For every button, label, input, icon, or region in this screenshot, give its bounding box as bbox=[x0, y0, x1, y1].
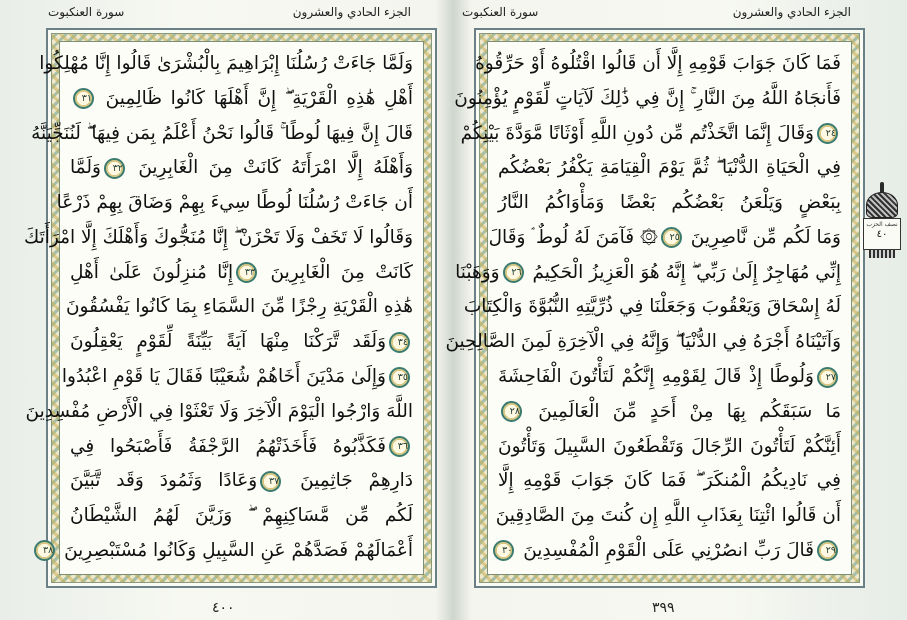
verse-text: وَلَمَّا جَاءَتْ رُسُلُنَا إِبْرَاهِيمَ بِالْبُشْرَىٰ قَالُوا إِنَّا مُهْلِكُوا bbox=[39, 53, 413, 74]
verse-text: وَلُوطًا إِذْ قَالَ لِقَوْمِهِ إِنَّكُمْ لَتَأْتُونَ الْفَاحِشَةَ bbox=[498, 366, 814, 388]
verse-text: إِنِّي مُهَاجِرٌ إِلَىٰ رَبِّي ۖ إِنَّهُ هُوَ الْعَزِيزُ الْحَكِيمُ bbox=[532, 261, 841, 283]
verse-line bbox=[475, 48, 841, 79]
ayah-number-marker: ٣٢ bbox=[104, 158, 125, 179]
left-page-frame bbox=[24, 28, 437, 588]
ayah-number-marker: ٢٦ bbox=[503, 262, 524, 283]
verse-text: فَأَنجَاهُ اللَّهُ مِنَ النَّارِ ۚ إِنَّ فِي ذَٰلِكَ لَآيَاتٍ لِّقَوْمٍ يُؤْمِنُونَ bbox=[454, 87, 841, 109]
marker-label: نصف الحزب bbox=[866, 221, 898, 228]
verse-text: وَلَقَد تَّرَكْنَا مِنْهَا آيَةً بَيِّنَةً لِّقَوْمٍ يَعْقِلُونَ bbox=[70, 331, 386, 353]
left-ornament-border bbox=[24, 33, 432, 583]
verse-line bbox=[498, 431, 841, 462]
left-header-juz: الجزء الحادي والعشرون bbox=[292, 5, 411, 19]
verse-line bbox=[25, 396, 413, 427]
verse-text: مَا سَبَقَكُم بِهَا مِنْ أَحَدٍ مِّنَ الْعَالَمِينَ bbox=[538, 400, 841, 422]
ayah-number-marker: ٣٨ bbox=[34, 540, 55, 561]
ayah-number-marker: ٢٥ bbox=[661, 227, 682, 248]
verse-text: وَقَالَ إِنَّمَا اتَّخَذْتُم مِّن دُونِ اللَّهِ أَوْثَانًا مَّوَدَّةَ بَيْنِكُمْ bbox=[460, 122, 814, 144]
ayah-number-marker: ٣٦ bbox=[389, 436, 410, 457]
marker-foot bbox=[869, 250, 895, 258]
verse-line bbox=[455, 257, 841, 288]
verse-text: وَلَمَّا bbox=[70, 157, 101, 179]
ayah-number-marker: ٣٣ bbox=[236, 262, 257, 283]
verse-text: لَهُ إِسْحَاقَ وَيَعْقُوبَ وَجَعَلْنَا فِي ذُرِّيَّتِهِ النُّبُوَّةَ وَالْكِتَابَ bbox=[463, 296, 841, 318]
right-page-number: ٣٩٩ bbox=[652, 600, 675, 616]
verse-text: أَئِنَّكُمْ لَتَأْتُونَ الرِّجَالَ وَتَقْطَعُونَ السَّبِيلَ وَتَأْتُونَ bbox=[498, 435, 841, 457]
verse-line bbox=[24, 222, 413, 253]
verse-text: فَكَذَّبُوهُ فَأَخَذَتْهُمُ الرَّجْفَةُ فَأَصْبَحُوا فِي bbox=[70, 435, 386, 457]
verse-line bbox=[31, 118, 413, 149]
verse-text: وَإِلَىٰ مَدْيَنَ أَخَاهُمْ شُعَيْبًا فَقَالَ يَا قَوْمِ اعْبُدُوا bbox=[61, 366, 386, 388]
verse-text: دَارِهِمْ جَاثِمِينَ bbox=[300, 470, 414, 492]
verse-line bbox=[70, 83, 413, 114]
verse-text: أَن جَاءَتْ رُسُلُنَا لُوطًا سِيءَ بِهِمْ وَضَاقَ بِهِمْ ذَرْعًا bbox=[56, 192, 413, 214]
verse-text: فَمَا كَانَ جَوَابَ قَوْمِهِ إِلَّا أَن قَالُوا اقْتُلُوهُ أَوْ حَرِّقُوهُ bbox=[475, 53, 841, 74]
verse-line bbox=[460, 118, 841, 149]
verse-text: هَٰذِهِ الْقَرْيَةِ رِجْزًا مِّنَ السَّمَاءِ بِمَا كَانُوا يَفْسُقُونَ bbox=[65, 296, 413, 318]
ayah-number-marker: ٣٤ bbox=[389, 332, 410, 353]
ayah-number-marker: ٣٧ bbox=[260, 471, 281, 492]
verse-text: وَأَهْلَهُ إِلَّا امْرَأَتَهُ كَانَتْ مِنَ الْغَابِرِينَ bbox=[138, 157, 413, 179]
verse-line bbox=[70, 431, 413, 462]
left-page bbox=[0, 0, 453, 620]
verse-text: لَكُم مِّن مَّسَاكِنِهِمْ ۖ وَزَيَّنَ لَهُمُ الشَّيْطَانُ bbox=[70, 505, 413, 527]
verse-text: بِبَعْضٍ وَيَلْعَنُ بَعْضُكُم بَعْضًا وَمَأْوَاكُمُ النَّارُ bbox=[498, 192, 841, 214]
verse-line bbox=[498, 187, 841, 218]
verse-text: وَآتَيْنَاهُ أَجْرَهُ فِي الدُّنْيَا ۖ وَإِنَّهُ فِي الْآخِرَةِ لَمِنَ الصَّالِحِينَ bbox=[445, 331, 841, 353]
left-page-number: ٤٠٠ bbox=[212, 600, 235, 616]
verse-text: كَانَتْ مِنَ الْغَابِرِينَ bbox=[270, 261, 413, 283]
verse-line bbox=[70, 465, 413, 496]
verse-text: أَهْلِ هَٰذِهِ الْقَرْيَةِ ۖ إِنَّ أَهْلَهَا كَانُوا ظَالِمِينَ bbox=[105, 87, 413, 109]
verse-line bbox=[39, 48, 413, 79]
left-header-surah: سورة العنكبوت bbox=[48, 5, 125, 19]
ayah-number-marker: ٢٨ bbox=[501, 401, 522, 422]
verse-text: فِي نَادِيكُمُ الْمُنكَرَ ۖ فَمَا كَانَ جَوَابَ قَوْمِهِ إِلَّا bbox=[498, 470, 841, 492]
ayah-number-marker: ٢٩ bbox=[817, 540, 838, 561]
verse-line bbox=[498, 396, 841, 427]
verse-text: وَقَالُوا لَا تَخَفْ وَلَا تَحْزَنْ ۖ إِنَّا مُنَجُّوكَ وَأَهْلَكَ إِلَّا امْرَأَتَكَ bbox=[24, 226, 413, 248]
verse-line bbox=[498, 465, 841, 496]
verse-line bbox=[495, 500, 841, 531]
verse-text: ۞ فَآمَنَ لَهُ لُوطٌ ۘ وَقَالَ bbox=[488, 226, 658, 248]
verse-line bbox=[70, 500, 413, 531]
verse-line bbox=[70, 257, 413, 288]
right-page-frame bbox=[445, 28, 865, 588]
right-header-surah: سورة العنكبوت bbox=[462, 5, 539, 19]
right-header-juz: الجزء الحادي والعشرون bbox=[732, 5, 851, 19]
verse-text: اللَّهَ وَارْجُوا الْيَوْمَ الْآخِرَ وَلَا تَعْثَوْا فِي الْأَرْضِ مُفْسِدِينَ bbox=[25, 400, 413, 422]
marker-plate bbox=[863, 218, 901, 250]
verse-line bbox=[61, 361, 413, 392]
left-text-block bbox=[24, 41, 424, 575]
verse-line bbox=[454, 83, 841, 114]
ayah-number-marker: ٣١ bbox=[73, 88, 94, 109]
right-text-block bbox=[445, 41, 852, 575]
marker-dome bbox=[866, 192, 898, 218]
verse-text: إِنَّا مُنزِلُونَ عَلَىٰ أَهْلِ bbox=[70, 261, 234, 283]
verse-line bbox=[65, 291, 413, 322]
verse-line bbox=[498, 361, 841, 392]
verse-text: فِي الْحَيَاةِ الدُّنْيَا ۖ ثُمَّ يَوْمَ الْقِيَامَةِ يَكْفُرُ بَعْضُكُم bbox=[498, 157, 841, 179]
marker-number: ٤٠ bbox=[876, 229, 888, 240]
verse-line bbox=[498, 535, 841, 566]
verse-text: وَوَهَبْنَا bbox=[455, 261, 500, 283]
verse-line bbox=[488, 222, 841, 253]
ayah-number-marker: ٢٤ bbox=[817, 123, 838, 144]
hizb-marker-icon bbox=[861, 182, 903, 266]
verse-line bbox=[463, 291, 841, 322]
verse-line bbox=[70, 326, 413, 357]
ayah-number-marker: ٣٥ bbox=[389, 367, 410, 388]
verse-text: قَالَ إِنَّ فِيهَا لُوطًا ۚ قَالُوا نَحْنُ أَعْلَمُ بِمَن فِيهَا ۖ لَنُنَجِّيَنَّهُ bbox=[31, 122, 413, 144]
verse-line bbox=[56, 187, 413, 218]
verse-text: وَمَا لَكُم مِّن نَّاصِرِينَ bbox=[690, 226, 841, 248]
verse-text: أَعْمَالَهُمْ فَصَدَّهُمْ عَنِ السَّبِيلِ وَكَانُوا مُسْتَبْصِرِينَ bbox=[64, 539, 413, 561]
verse-text: قَالَ رَبِّ انصُرْنِي عَلَى الْقَوْمِ الْمُفْسِدِينَ bbox=[523, 539, 814, 561]
verse-line bbox=[42, 535, 413, 566]
right-page bbox=[445, 0, 907, 620]
right-ornament-border bbox=[445, 33, 860, 583]
verse-line bbox=[498, 152, 841, 183]
ayah-number-marker: ٣٠ bbox=[493, 540, 514, 561]
ayah-number-marker: ٢٧ bbox=[817, 367, 838, 388]
verse-text: وَعَادًا وَثَمُودَ وَقَد تَّبَيَّنَ bbox=[70, 470, 258, 492]
verse-text: أَن قَالُوا ائْتِنَا بِعَذَابِ اللَّهِ إِن كُنتَ مِنَ الصَّادِقِينَ bbox=[495, 505, 841, 527]
verse-line bbox=[445, 326, 841, 357]
verse-line bbox=[70, 152, 413, 183]
